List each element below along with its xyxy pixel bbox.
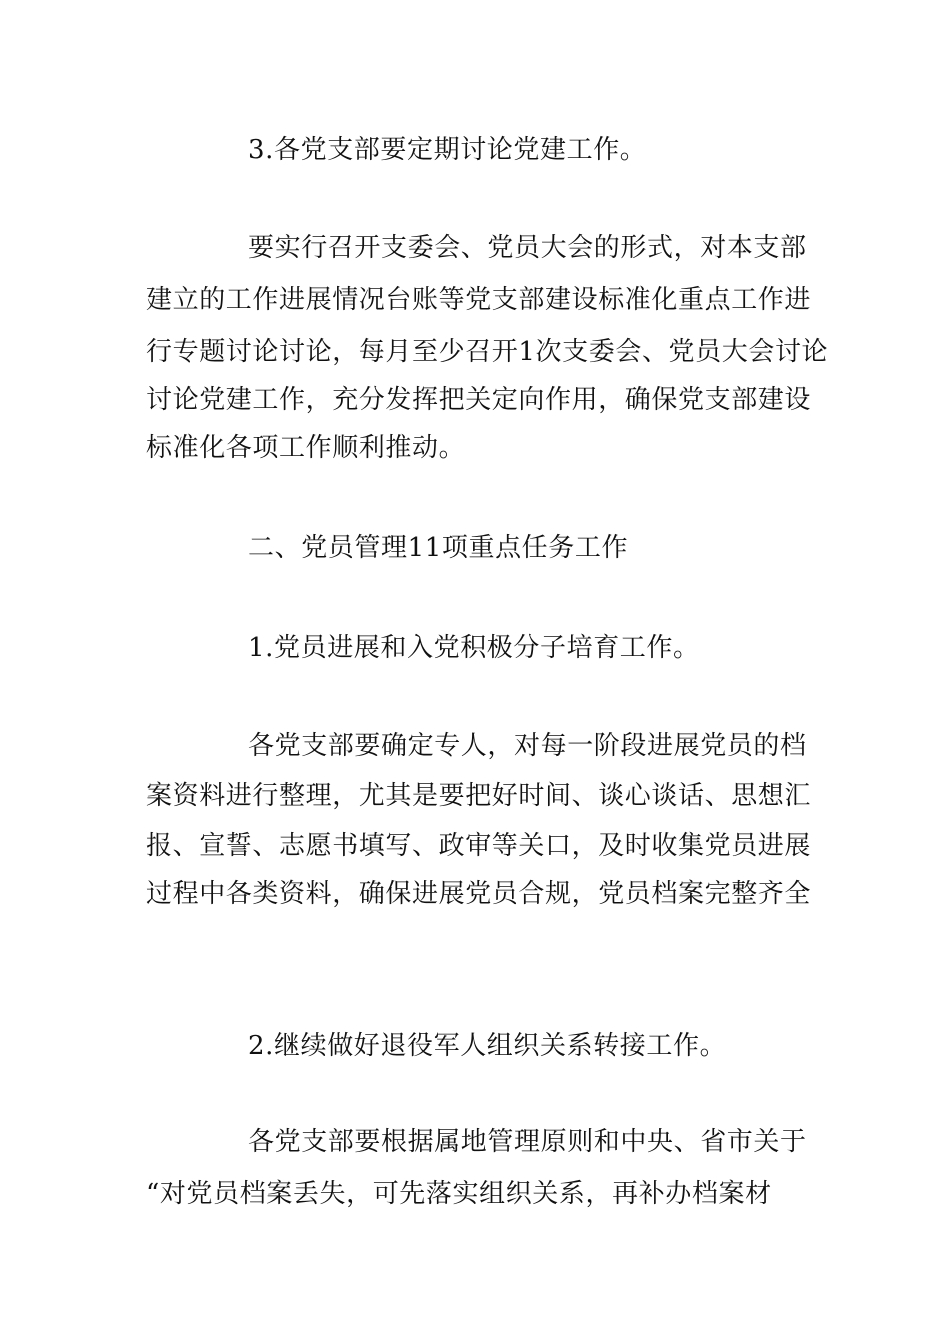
paragraph-line: 建立的工作进展情况台账等党支部建设标准化重点工作进 <box>146 285 812 315</box>
item-heading-2: 2.继续做好退役军人组织关系转接工作。 <box>248 1031 727 1061</box>
item-heading-1: 1.党员进展和入党积极分子培育工作。 <box>248 633 700 663</box>
paragraph-line: “对党员档案丢失，可先落实组织关系，再补办档案材 <box>146 1179 772 1209</box>
paragraph-line: 报、宣誓、志愿书填写、政审等关口，及时收集党员进展 <box>146 831 812 861</box>
paragraph-line: 过程中各类资料，确保进展党员合规，党员档案完整齐全 <box>146 879 812 909</box>
item-heading-3: 3.各党支部要定期讨论党建工作。 <box>248 135 647 165</box>
paragraph-line: 标准化各项工作顺利推动。 <box>146 433 466 463</box>
paragraph-line: 各党支部要确定专人，对每一阶段进展党员的档 <box>248 731 807 761</box>
paragraph-line: 要实行召开支委会、党员大会的形式，对本支部 <box>248 233 807 263</box>
paragraph-line: 案资料进行整理，尤其是要把好时间、谈心谈话、思想汇 <box>146 781 812 811</box>
section-heading-2: 二、党员管理11项重点任务工作 <box>248 533 629 563</box>
paragraph-line: 各党支部要根据属地管理原则和中央、省市关于 <box>248 1127 807 1157</box>
paragraph-line: 行专题讨论讨论，每月至少召开1次支委会、党员大会讨论 <box>146 337 829 367</box>
paragraph-line: 讨论党建工作，充分发挥把关定向作用，确保党支部建设 <box>146 385 812 415</box>
